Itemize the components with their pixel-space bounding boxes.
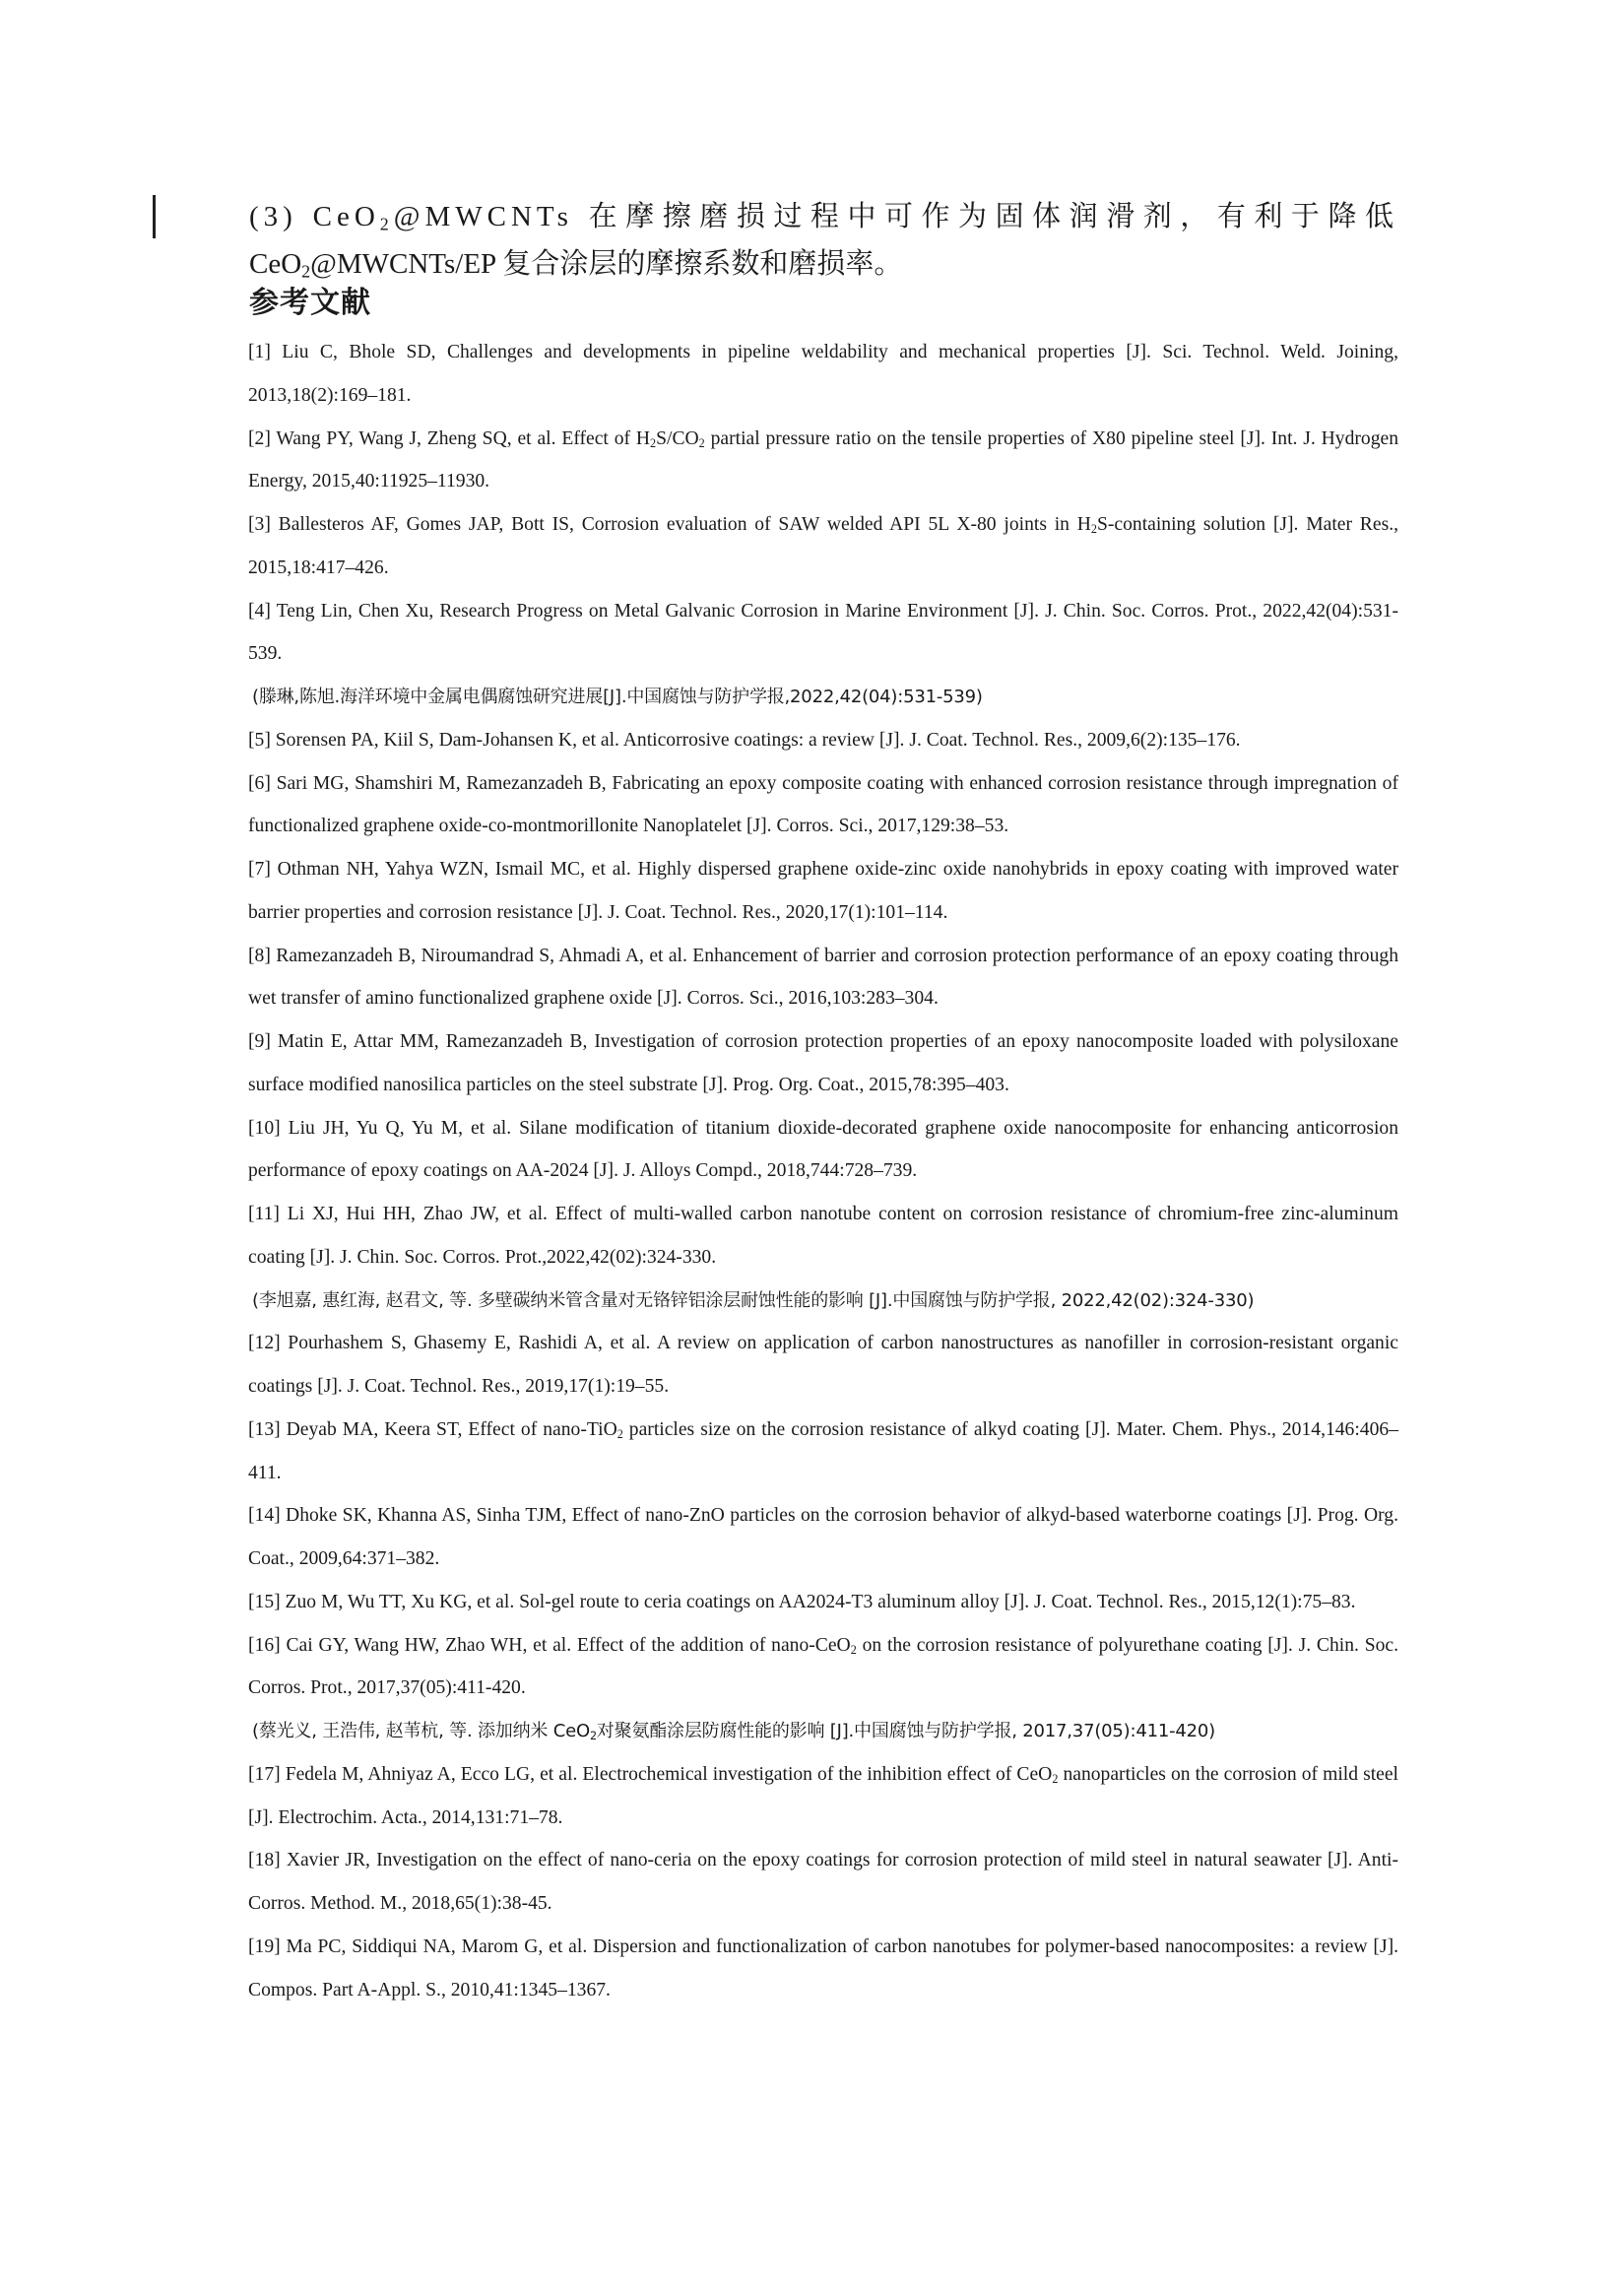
reference-text: S-containing solution [J]. Mater Res., 2015,18:417–426.: [248, 514, 1398, 578]
conclusion-text: (3) CeO: [249, 201, 380, 232]
subscript: 2: [1052, 1771, 1059, 1786]
reference-item: [4] Teng Lin, Chen Xu, Research Progress on Metal Galvanic Corrosion in Marine Environment [J]. J. Chin. Soc. Corros. Prot., 2022,42(04):531-539.: [248, 600, 1398, 665]
reference-text: [13] Deyab MA, Keera ST, Effect of nano-TiO: [248, 1418, 617, 1440]
subscript: 2: [698, 435, 705, 450]
reference-item: [248, 1753, 1398, 1840]
reference-text: 对聚氨酯涂层防腐性能的影响 [J].中国腐蚀与防护学报, 2017,37(05):411-420): [596, 1721, 1215, 1741]
reference-item: [18] Xavier JR, Investigation on the effect of nano-ceria on the epoxy coatings for corrosion protection of mild steel in natural seawater [J]. Anti-Corros. Method. M., 2018,65(1):38-45.: [248, 1850, 1398, 1914]
conclusion-line-2: [249, 240, 1398, 288]
reference-item: [248, 1624, 1398, 1711]
conclusion-text: @MWCNTs/EP 复合涂层的摩擦系数和磨损率。: [310, 248, 903, 280]
subscript: 2: [616, 1426, 623, 1441]
conclusion-paragraph: [249, 193, 1398, 288]
subscript: 2: [850, 1642, 857, 1657]
reference-item: [5] Sorensen PA, Kiil S, Dam-Johansen K, et al. Anticorrosive coatings: a review [J]. J. Coat. Technol. Res., 2009,6(2):135–176.: [248, 729, 1241, 751]
reference-item: [6] Sari MG, Shamshiri M, Ramezanzadeh B, Fabricating an epoxy composite coating with enhanced corrosion resistance through impregnation of functionalized graphene oxide-co-montmorillonite Nanoplatelet [J]. Corros. Sci., 2017,129:38–53.: [248, 772, 1398, 837]
reference-item: [9] Matin E, Attar MM, Ramezanzadeh B, Investigation of corrosion protection properties of an epoxy nanocomposite loaded with polysiloxane surface modified nanosilica particles on the steel substrate [J]. Prog. Org. Coat., 2015,78:395–403.: [248, 1031, 1398, 1095]
reference-list: [248, 331, 1398, 2011]
reference-item: [14] Dhoke SK, Khanna AS, Sinha TJM, Effect of nano-ZnO particles on the corrosion behavior of alkyd-based waterborne coatings [J]. Prog. Org. Coat., 2009,64:371–382.: [248, 1505, 1398, 1569]
reference-text: on the corrosion resistance of polyurethane coating [J]. J. Chin. Soc. Corros. Prot., 2017,37(05):411-420.: [248, 1634, 1398, 1699]
reference-item: [1] Liu C, Bhole SD, Challenges and developments in pipeline weldability and mechanical properties [J]. Sci. Technol. Weld. Joining, 2013,18(2):169–181.: [248, 342, 1398, 406]
subscript: 2: [301, 261, 311, 282]
reference-text: partial pressure ratio on the tensile properties of X80 pipeline steel [J]. Int. J. Hydrogen Energy, 2015,40:11925–11930.: [248, 427, 1398, 492]
reference-item: [11] Li XJ, Hui HH, Zhao JW, et al. Effect of multi-walled carbon nanotube content on corrosion resistance of chromium-free zinc-aluminum coating [J]. J. Chin. Soc. Corros. Prot.,2022,42(02):324-330.: [248, 1204, 1398, 1268]
reference-item-chinese: (滕琳,陈旭.海洋环境中金属电偶腐蚀研究进展[J].中国腐蚀与防护学报,2022,42(04):531-539): [252, 687, 983, 707]
conclusion-text: CeO: [249, 248, 302, 280]
conclusion-text: @MWCNTs 在摩擦磨损过程中可作为固体润滑剂，有利于降低: [393, 201, 1398, 232]
reference-item: [7] Othman NH, Yahya WZN, Ismail MC, et al. Highly dispersed graphene oxide-zinc oxide nanohybrids in epoxy coating with improved water barrier properties and corrosion resistance [J]. J. Coat. Technol. Res., 2020,17(1):101–114.: [248, 859, 1398, 923]
subscript: 2: [589, 1729, 597, 1742]
reference-item-chinese: [248, 1710, 1398, 1753]
reference-text: S/CO: [656, 427, 699, 449]
reference-item: [15] Zuo M, Wu TT, Xu KG, et al. Sol-gel route to ceria coatings on AA2024-T3 aluminum alloy [J]. J. Coat. Technol. Res., 2015,12(1):75–83.: [248, 1591, 1356, 1612]
reference-text: [2] Wang PY, Wang J, Zheng SQ, et al. Effect of H: [248, 427, 651, 449]
subscript: 2: [379, 214, 394, 234]
reference-item: [8] Ramezanzadeh B, Niroumandrad S, Ahmadi A, et al. Enhancement of barrier and corrosion protection performance of an epoxy coating through wet transfer of amino functionalized graphene oxide [J]. Corros. Sci., 2016,103:283–304.: [248, 945, 1398, 1010]
reference-item: [12] Pourhashem S, Ghasemy E, Rashidi A, et al. A review on application of carbon nanostructures as nanofiller in corrosion-resistant organic coatings [J]. J. Coat. Technol. Res., 2019,17(1):19–55.: [248, 1333, 1398, 1397]
reference-text: [3] Ballesteros AF, Gomes JAP, Bott IS, Corrosion evaluation of SAW welded API 5L X-80 joints in H: [248, 514, 1091, 535]
reference-text: [17] Fedela M, Ahniyaz A, Ecco LG, et al. Electrochemical investigation of the inhibition effect of CeO: [248, 1763, 1053, 1785]
references-heading: 参考文献: [249, 286, 371, 320]
subscript: 2: [650, 435, 657, 450]
reference-text: [16] Cai GY, Wang HW, Zhao WH, et al. Effect of the addition of nano-CeO: [248, 1634, 851, 1656]
text-cursor-bar: [153, 195, 156, 238]
subscript: 2: [1090, 522, 1097, 537]
reference-text: particles size on the corrosion resistance of alkyd coating [J]. Mater. Chem. Phys., 2014,146:406–411.: [248, 1418, 1398, 1483]
reference-text: nanoparticles on the corrosion of mild steel [J]. Electrochim. Acta., 2014,131:71–78.: [248, 1763, 1398, 1828]
conclusion-line-1: [249, 193, 1398, 240]
reference-item-chinese: (李旭嘉, 惠红海, 赵君文, 等. 多壁碳纳米管含量对无铬锌铝涂层耐蚀性能的影响 [J].中国腐蚀与防护学报, 2022,42(02):324-330): [252, 1289, 1255, 1311]
reference-item: [248, 503, 1398, 590]
reference-item: [10] Liu JH, Yu Q, Yu M, et al. Silane modification of titanium dioxide-decorated graphene oxide nanocomposite for enhancing anticorrosion performance of epoxy coatings on AA-2024 [J]. J. Alloys Compd., 2018,744:728–739.: [248, 1117, 1398, 1182]
reference-item: [19] Ma PC, Siddiqui NA, Marom G, et al. Dispersion and functionalization of carbon nanotubes for polymer-based nanocomposites: a review [J]. Compos. Part A-Appl. S., 2010,41:1345–1367.: [248, 1935, 1398, 2001]
reference-text: (蔡光义, 王浩伟, 赵苇杭, 等. 添加纳米 CeO: [252, 1721, 590, 1741]
reference-item: [248, 418, 1398, 504]
reference-item: [248, 1409, 1398, 1495]
